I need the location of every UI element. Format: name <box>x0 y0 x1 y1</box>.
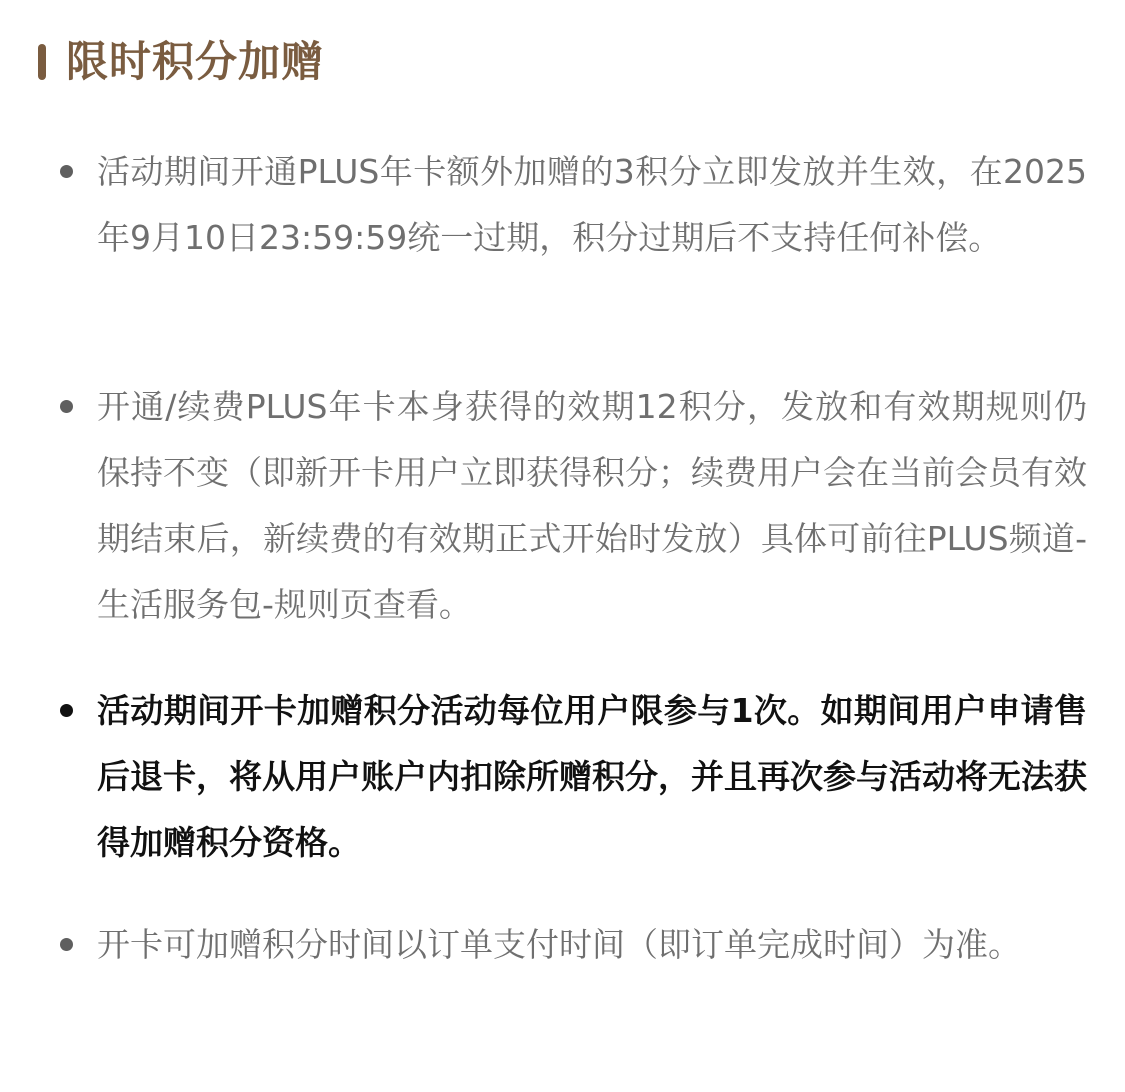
rule-text: 开卡可加赠积分时间以订单支付时间（即订单完成时间）为准。 <box>97 925 1021 964</box>
rule-item-expiry <box>97 139 1087 271</box>
rule-item-timing <box>97 912 1087 978</box>
bullet-icon <box>60 400 73 413</box>
bullet-icon <box>60 165 73 178</box>
rule-text: 活动期间开通PLUS年卡额外加赠的3积分立即发放并生效，在2025年9月10日23:59:59统一过期，积分过期后不支持任何补偿。 <box>97 152 1087 257</box>
bullet-icon <box>60 704 73 717</box>
bullet-icon <box>60 938 73 951</box>
section-title: 限时积分加赠 <box>66 37 325 86</box>
section-header <box>38 34 324 90</box>
rule-item-limit <box>97 678 1087 876</box>
rule-item-renewal <box>97 374 1087 638</box>
title-accent-bar <box>38 44 46 80</box>
rule-text: 活动期间开卡加赠积分活动每位用户限参与1次。如期间用户申请售后退卡，将从用户账户内扣除所赠积分，并且再次参与活动将无法获得加赠积分资格。 <box>97 691 1087 862</box>
rule-text: 开通/续费PLUS年卡本身获得的效期12积分，发放和有效期规则仍保持不变（即新开卡用户立即获得积分；续费用户会在当前会员有效期结束后，新续费的有效期正式开始时发放）具体可前往PLUS频道-生活服务包-规则页查看。 <box>97 387 1087 624</box>
